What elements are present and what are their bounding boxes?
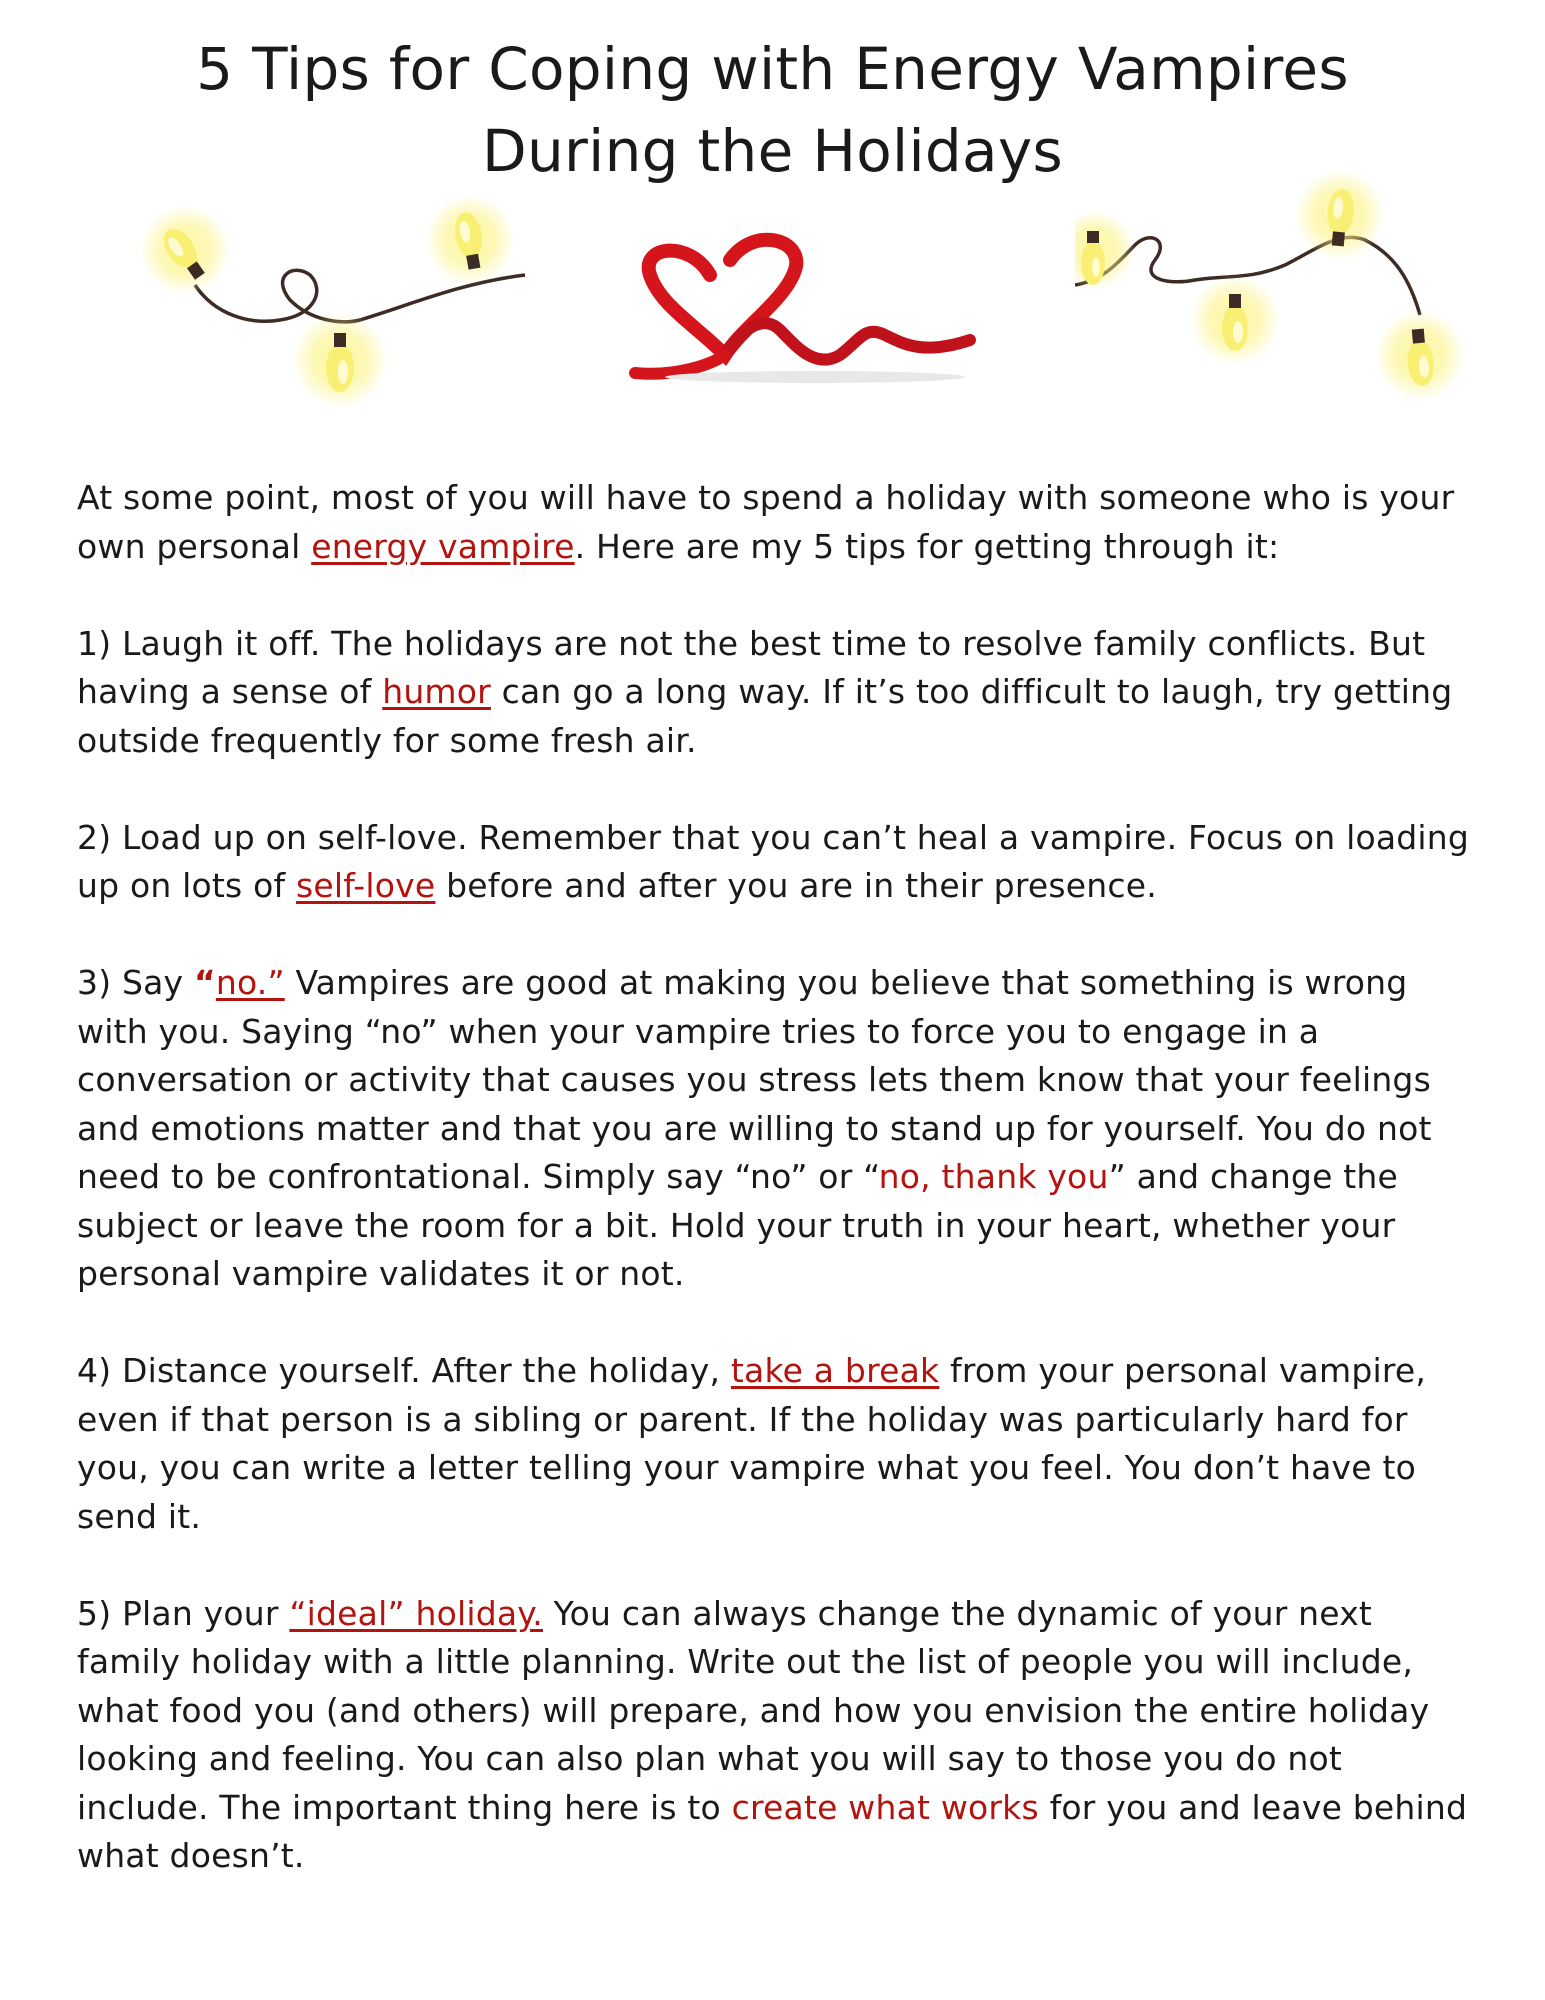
tip-4-text-end: from your personal vampire, even if that person is a sibling or parent. If the holiday was particularly hard for you, you can write a letter telling your vampire what you feel. You don’t have to send it. xyxy=(77,1351,1427,1536)
title-line-1: 5 Tips for Coping with Energy Vampires xyxy=(196,35,1349,103)
tip-3-text-end: ” and change the subject or leave the room for a bit. Hold your truth in your heart, whether your personal vampire validates it or not. xyxy=(77,1157,1399,1293)
tip-2-paragraph xyxy=(77,814,1477,911)
red-ribbon-heart-icon xyxy=(615,205,995,385)
tip-1-text: 1) Laugh it off. The holidays are not the best time to resolve family conflicts. But having a sense of xyxy=(77,623,1426,711)
tip-5-paragraph xyxy=(77,1590,1477,1881)
tip-4-text: 4) Distance yourself. After the holiday, xyxy=(77,1351,731,1390)
self-love-link[interactable]: self-love xyxy=(296,866,436,905)
intro-text: At some point, most of you will have to spend a holiday with someone who is your own personal xyxy=(77,478,1455,566)
create-what-works-text: create what works xyxy=(731,1787,1039,1827)
intro-paragraph xyxy=(77,474,1477,571)
energy-vampire-link[interactable]: energy vampire xyxy=(311,526,575,566)
intro-text-end: . Here are my 5 tips for getting through it: xyxy=(574,526,1280,566)
humor-link[interactable]: humor xyxy=(382,672,491,711)
no-link[interactable]: no.” xyxy=(215,963,285,1002)
string-lights-right-icon xyxy=(1075,170,1475,430)
tip-2-text-end: before and after you are in their presence. xyxy=(435,866,1157,905)
tip-3-text: 3) Say xyxy=(77,963,194,1002)
take-a-break-link[interactable]: take a break xyxy=(730,1351,940,1390)
tip-2-text: 2) Load up on self-love. Remember that you can’t heal a vampire. Focus on loading up on lots of xyxy=(77,817,1470,905)
title-line-2: During the Holidays xyxy=(482,117,1063,185)
tip-5-text-end: for you and leave behind what doesn’t. xyxy=(77,1787,1468,1875)
no-thank-you-text: no, thank you xyxy=(878,1157,1109,1196)
article-body xyxy=(77,474,1477,1929)
open-quote-mark: “ xyxy=(193,963,216,1002)
tip-1-text-end: can go a long way. If it’s too difficult to laugh, try getting outside frequently for some fresh air. xyxy=(77,672,1453,760)
page-title xyxy=(0,28,1545,192)
tip-1-paragraph xyxy=(77,620,1477,766)
tip-3-text-middle: Vampires are good at making you believe that something is wrong with you. Saying “no” when your vampire tries to force you to engage in a conversation or activity that causes you stress lets them know that your feelings and emotions matter and that you are willing to stand up for yourself. You do not need to be confrontational. Simply say “no” or “ xyxy=(77,963,1432,1196)
tip-4-paragraph xyxy=(77,1347,1477,1541)
ideal-holiday-link[interactable]: “ideal” holiday. xyxy=(289,1593,543,1633)
tip-5-text-middle: You can always change the dynamic of your next family holiday with a little planning. Write out the list of people you will include, what food you (and others) will prepare, and how you envision the entire holiday looking and feeling. You can also plan what you will say to those you do not include. The important thing here is to xyxy=(77,1593,1430,1827)
string-lights-left-icon xyxy=(140,195,540,415)
tip-3-paragraph xyxy=(77,959,1477,1299)
tip-5-text: 5) Plan your xyxy=(77,1593,290,1633)
